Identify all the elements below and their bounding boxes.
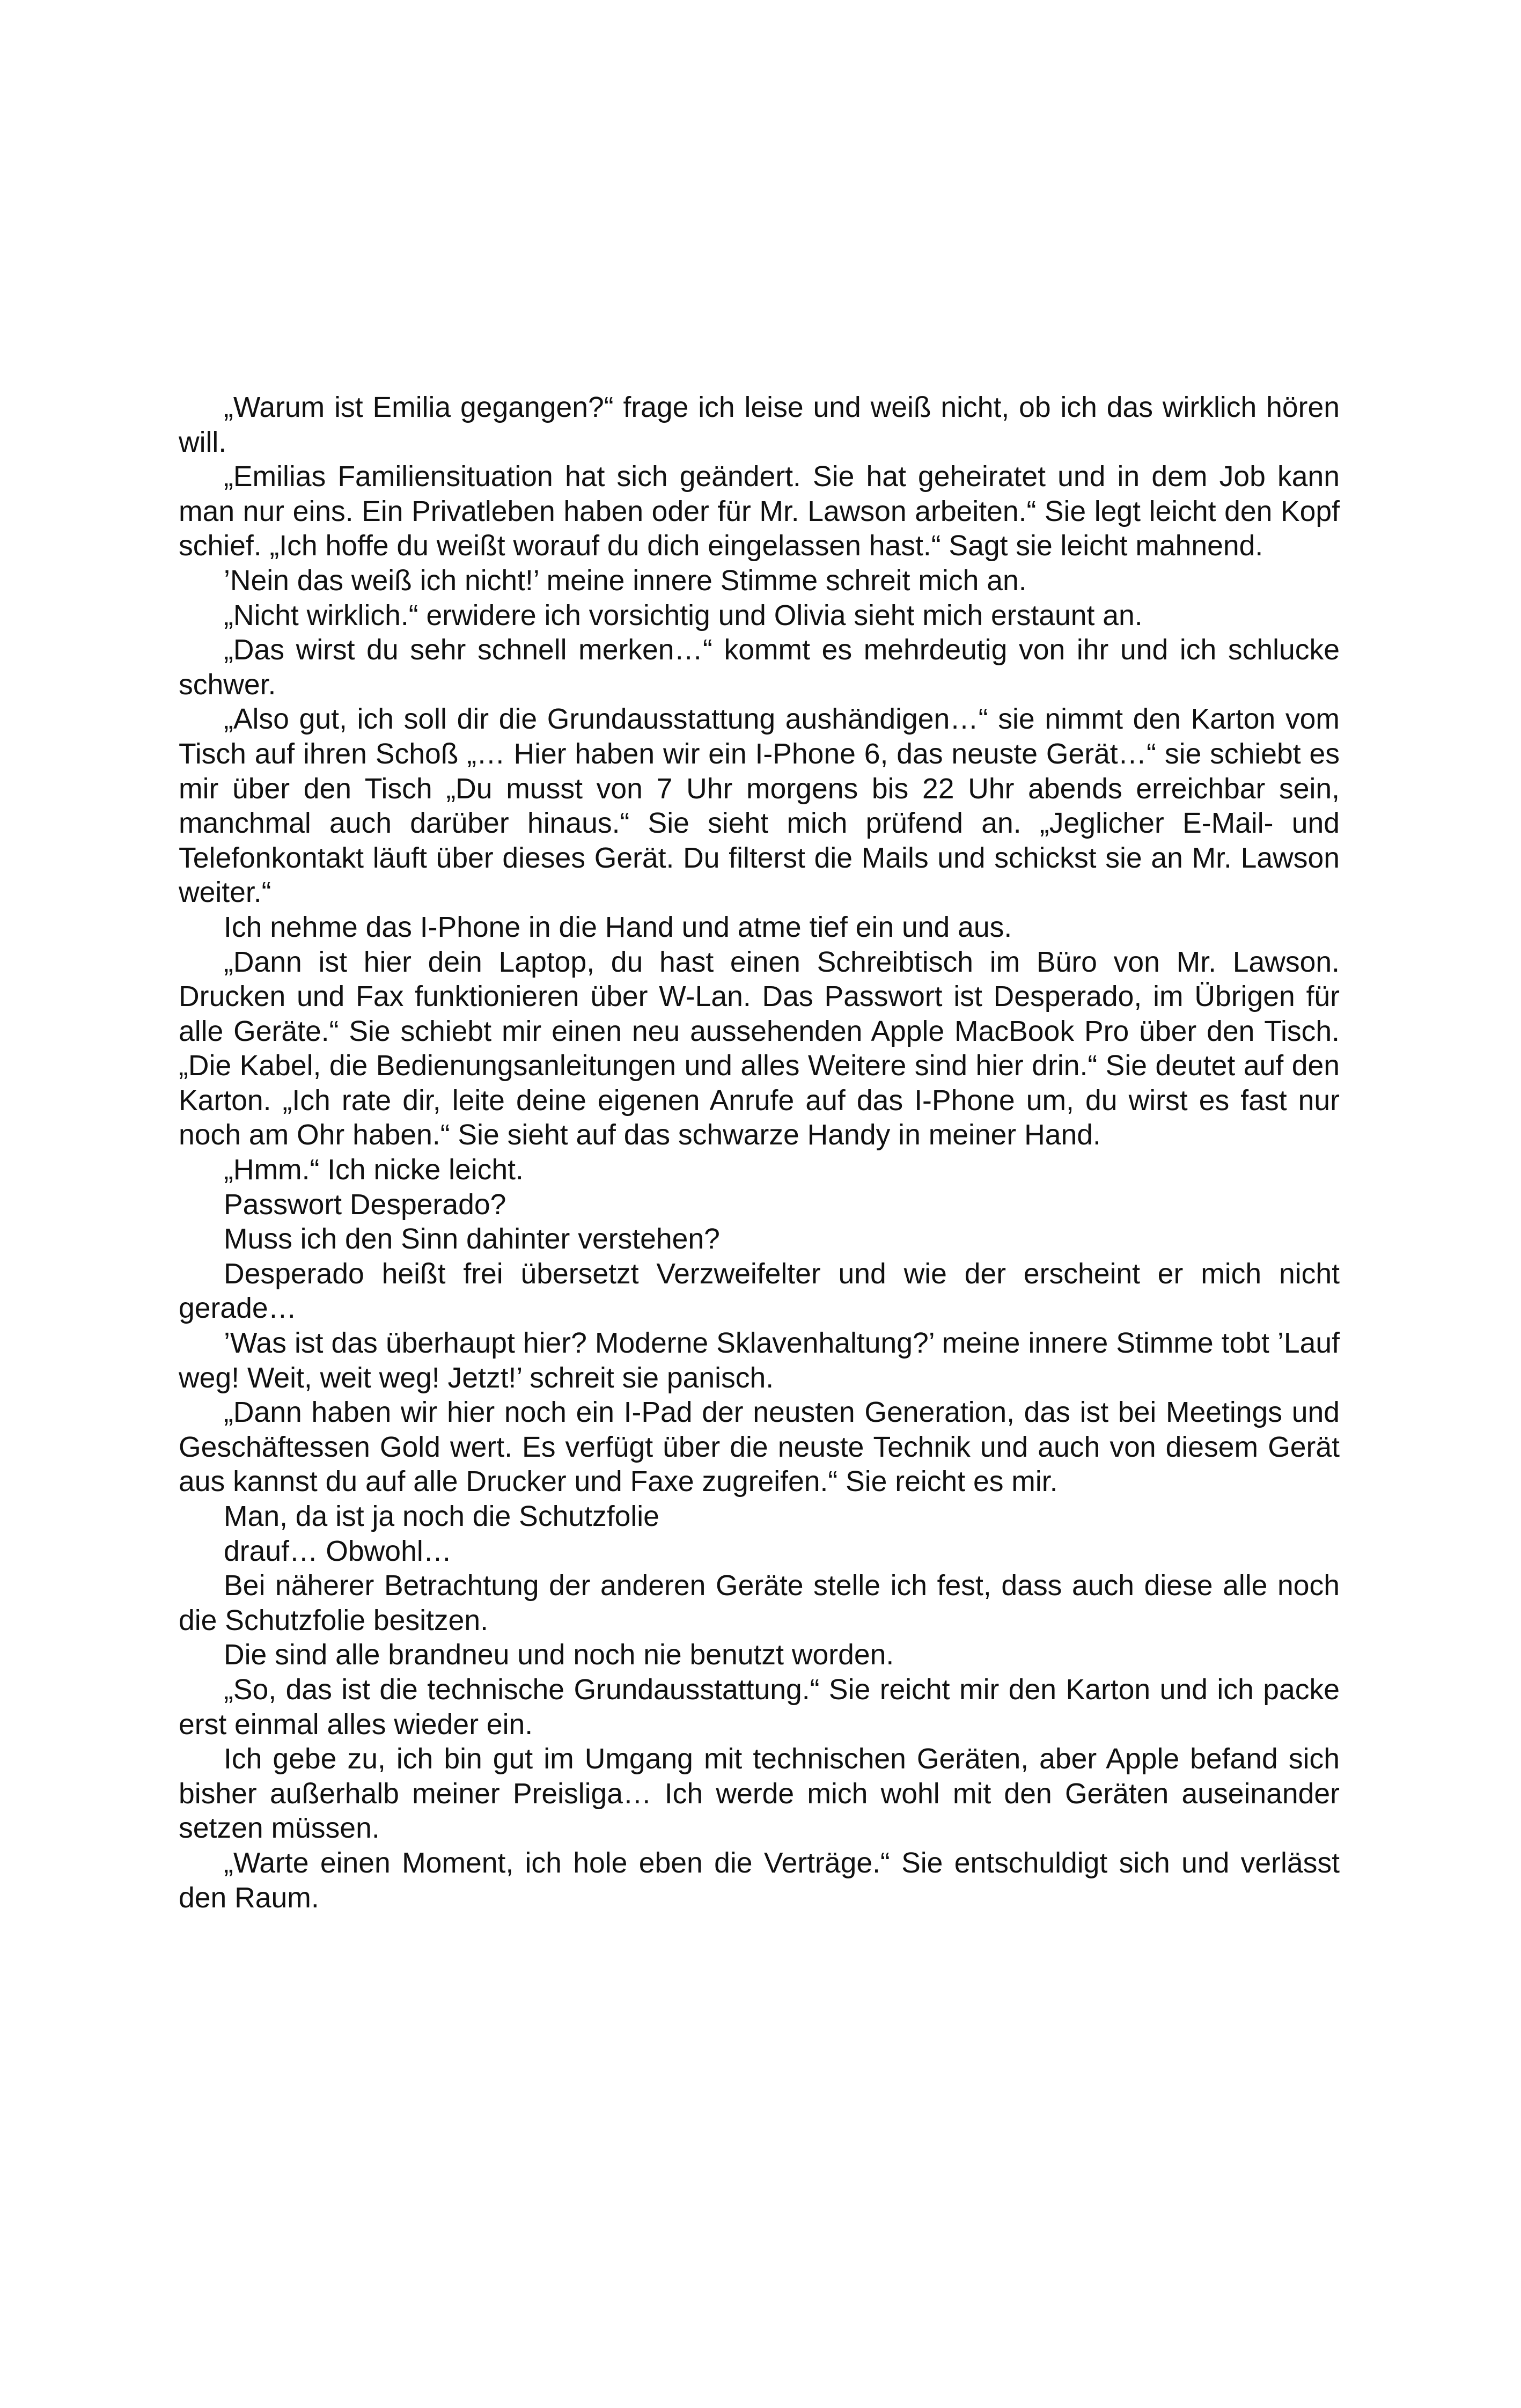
paragraph: „Emilias Familiensituation hat sich geändert. Sie hat geheiratet und in dem Job kann man nur eins. Ein Privatleben haben oder für Mr. Lawson arbeiten.“ Sie legt leicht den Kopf schief. „Ich hoffe du weißt worauf du dich eingelassen hast.“ Sagt sie leicht mahnend. bbox=[179, 461, 1340, 562]
paragraph: ’Was ist das überhaupt hier? Moderne Sklavenhaltung?’ meine innere Stimme tobt ’Lauf weg! Weit, weit weg! Jetzt!’ schreit sie panisch. bbox=[179, 1327, 1340, 1394]
paragraph: Muss ich den Sinn dahinter verstehen? bbox=[224, 1223, 720, 1256]
paragraph: „Dann ist hier dein Laptop, du hast einen Schreibtisch im Büro von Mr. Lawson. Drucken und Fax funktionieren über W-Lan. Das Passwort ist Desperado, im Übrigen für alle Geräte.“ Sie schiebt mir einen neu aussehenden Apple MacBook Pro über den Tisch. „Die Kabel, die Bedienungsanleitungen und alles Weitere sind hier drin.“ Sie deutet auf den Karton. „Ich rate dir, leite deine eigenen Anrufe auf das I-Phone um, du wirst es fast nur noch am Ohr haben.“ Sie sieht auf das schwarze Handy in meiner Hand. bbox=[179, 946, 1340, 1151]
paragraph: ’Nein das weiß ich nicht!’ meine innere Stimme schreit mich an. bbox=[224, 564, 1027, 597]
paragraph: Passwort Desperado? bbox=[224, 1188, 506, 1221]
paragraph: Ich gebe zu, ich bin gut im Umgang mit technischen Geräten, aber Apple befand sich bisher außerhalb meiner Preisliga… Ich werde mich wohl mit den Geräten auseinander setzen müssen. bbox=[179, 1743, 1340, 1845]
paragraph: Ich nehme das I-Phone in die Hand und atme tief ein und aus. bbox=[224, 911, 1012, 943]
paragraph: Man, da ist ja noch die Schutzfolie bbox=[224, 1501, 659, 1532]
paragraph: „Dann haben wir hier noch ein I-Pad der neusten Generation, das ist bei Meetings und Geschäftessen Gold wert. Es verfügt über die neuste Technik und auch von diesem Gerät aus kannst du auf alle Drucker und Faxe zugreifen.“ Sie reicht es mir. bbox=[179, 1397, 1340, 1498]
paragraph: „Warte einen Moment, ich hole eben die Verträge.“ Sie entschuldigt sich und verlässt den Raum. bbox=[179, 1847, 1340, 1914]
paragraph: Desperado heißt frei übersetzt Verzweifelter und wie der erscheint er mich nicht gerade… bbox=[179, 1258, 1340, 1325]
paragraph: Die sind alle brandneu und noch nie benutzt worden. bbox=[224, 1639, 894, 1671]
paragraph: drauf… Obwohl… bbox=[224, 1535, 452, 1567]
paragraph: „Warum ist Emilia gegangen?“ frage ich leise und weiß nicht, ob ich das wirklich hören will. bbox=[179, 392, 1340, 458]
body-text bbox=[179, 391, 1340, 1915]
paragraph: „Nicht wirklich.“ erwidere ich vorsichtig und Olivia sieht mich erstaunt an. bbox=[224, 599, 1143, 632]
paragraph: „Das wirst du sehr schnell merken…“ kommt es mehrdeutig von ihr und ich schlucke schwer. bbox=[179, 634, 1340, 701]
paragraph: „Also gut, ich soll dir die Grundausstattung aushändigen…“ sie nimmt den Karton vom Tisch auf ihren Schoß „… Hier haben wir ein I-Phone 6, das neuste Gerät…“ sie schiebt es mir über den Tisch „Du musst von 7 Uhr morgens bis 22 Uhr abends erreichbar sein, manchmal auch darüber hinaus.“ Sie sieht mich prüfend an. „Jeglicher E-Mail- und Telefonkontakt läuft über dieses Gerät. Du filterst die Mails und schickst sie an Mr. Lawson weiter.“ bbox=[179, 703, 1340, 909]
paragraph: Bei näherer Betrachtung der anderen Geräte stelle ich fest, dass auch diese alle noch die Schutzfolie besitzen. bbox=[179, 1570, 1340, 1636]
paragraph: „So, das ist die technische Grundausstattung.“ Sie reicht mir den Karton und ich packe erst einmal alles wieder ein. bbox=[179, 1673, 1340, 1741]
paragraph: „Hmm.“ Ich nicke leicht. bbox=[224, 1154, 524, 1186]
